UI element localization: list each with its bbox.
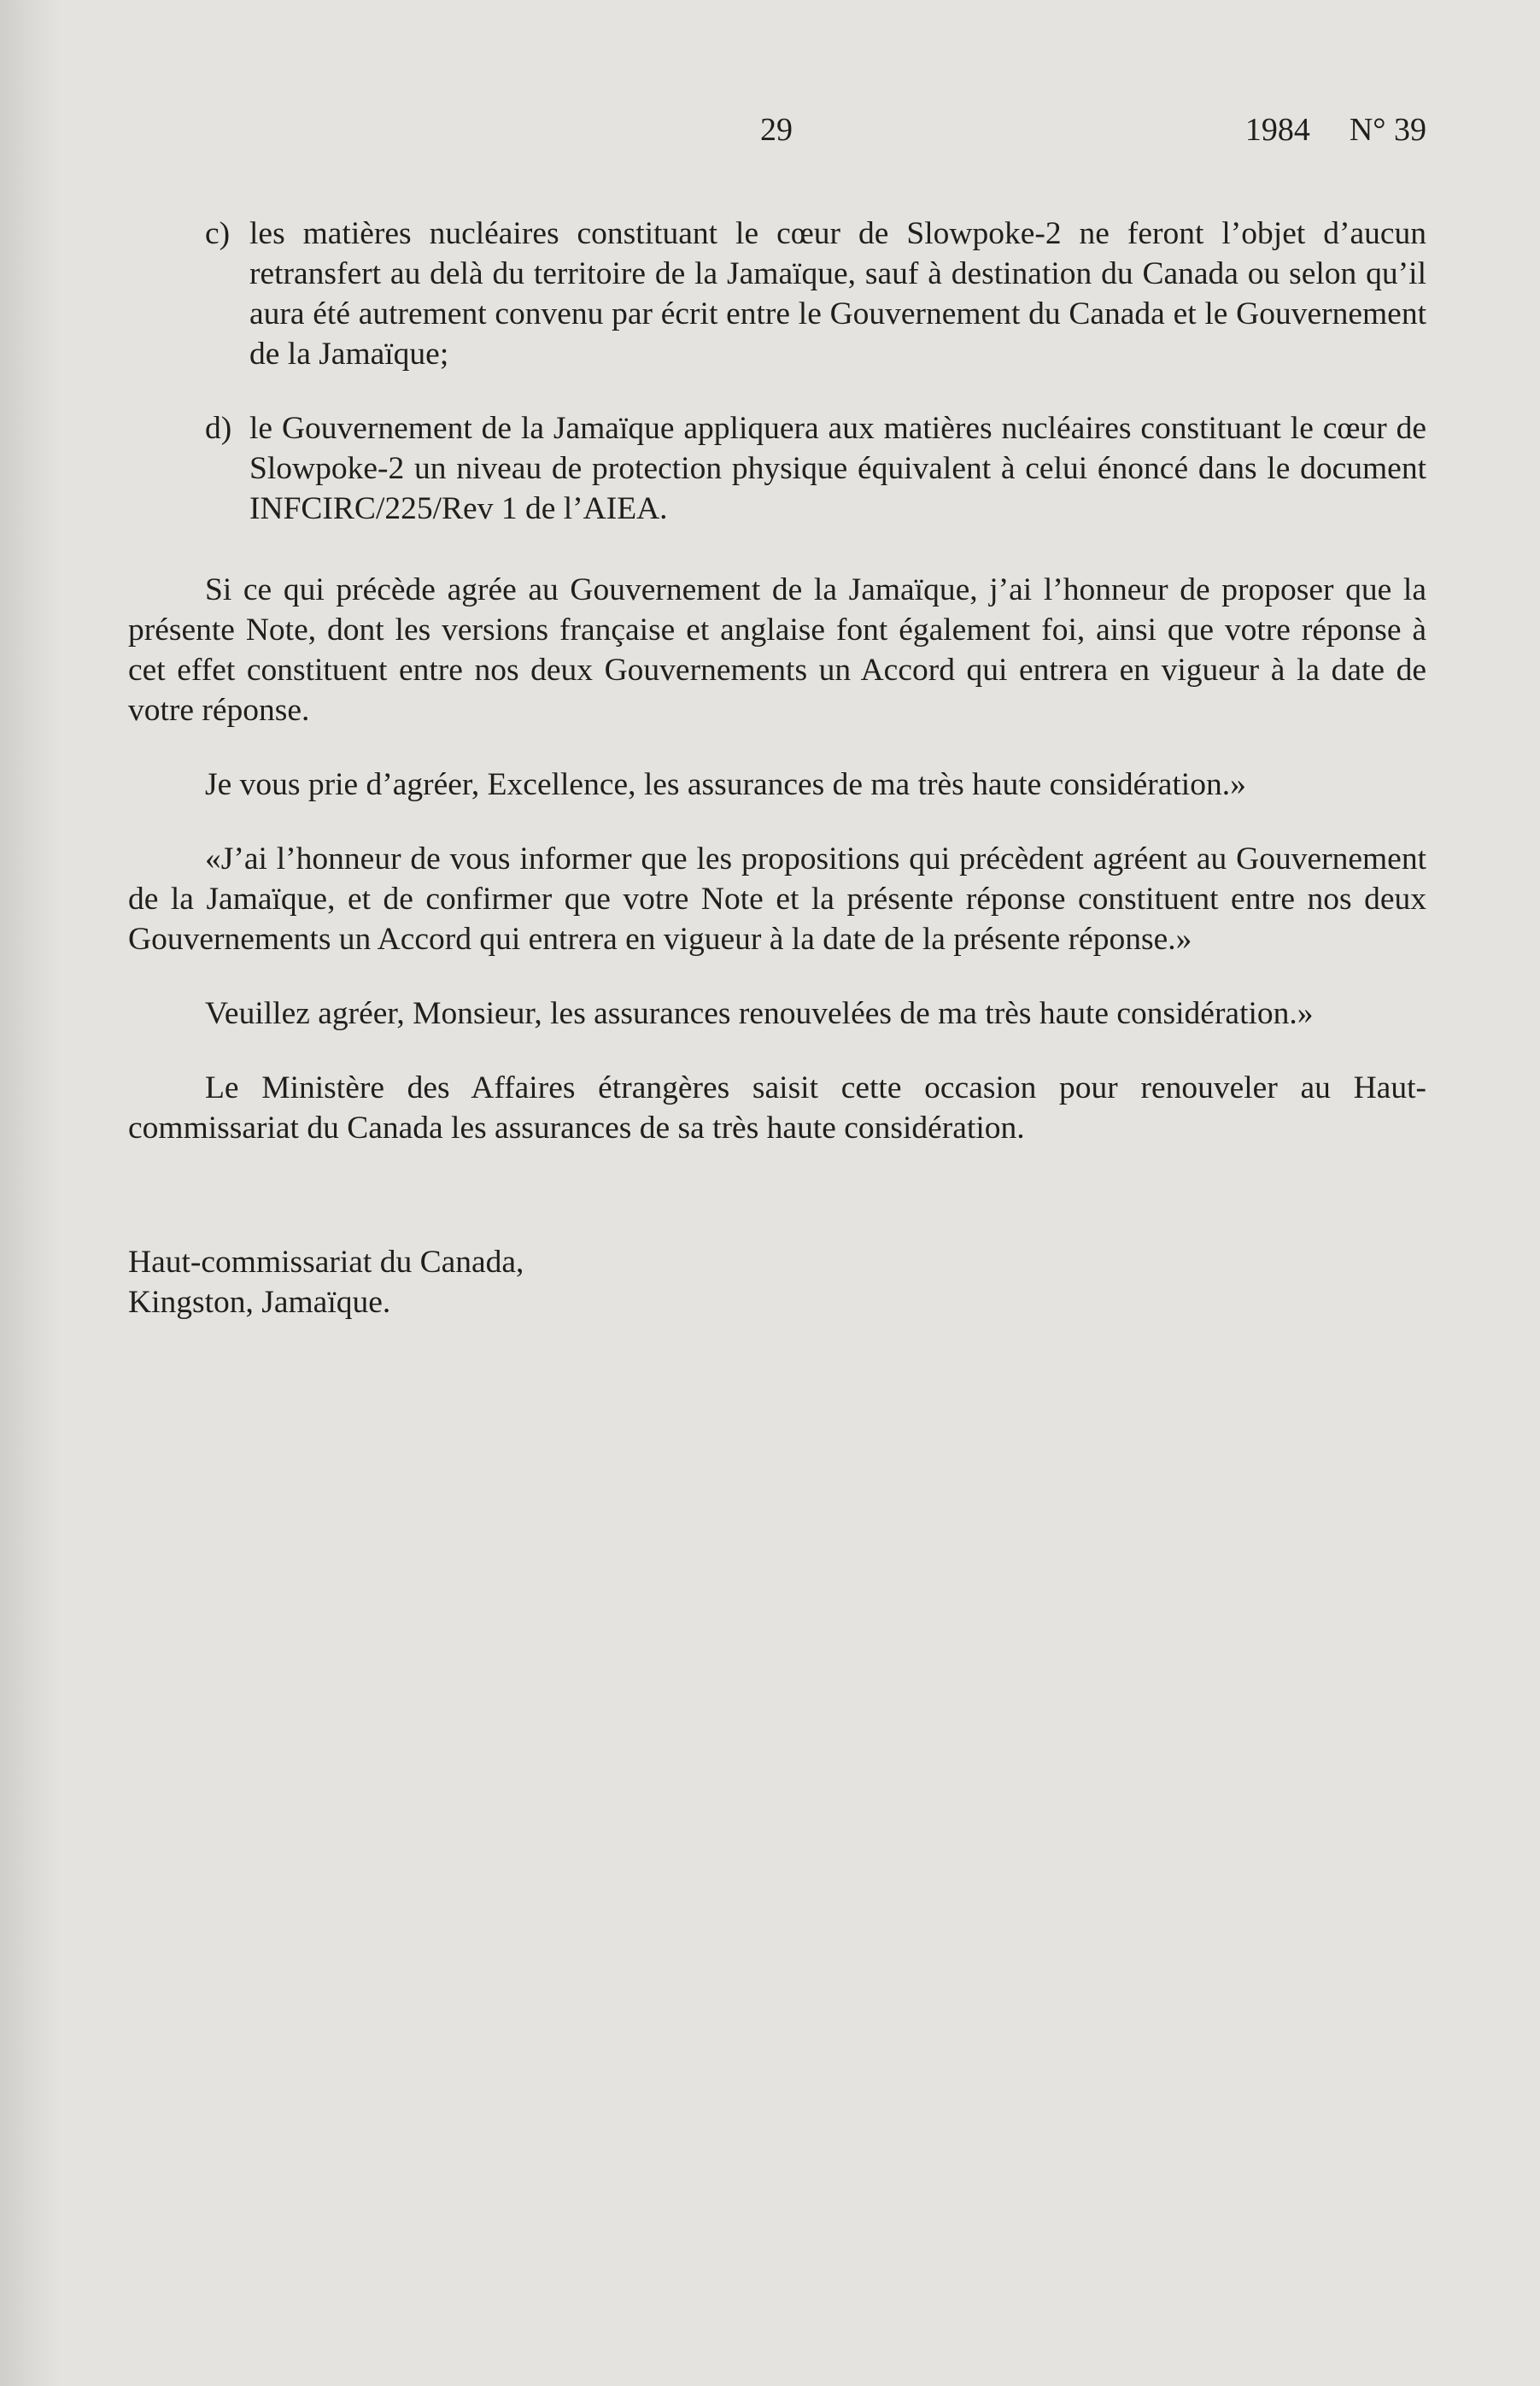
page-number: 29 — [760, 112, 793, 148]
address-block — [128, 1242, 1426, 1322]
paragraph-proposal: Si ce qui précède agrée au Gouvernement de la Jamaïque, j’ai l’honneur de proposer que la présente Note, dont les versions française et anglaise font également foi, ainsi que votre réponse à cet effet constituent entre nos deux Gouvernements un Accord qui entrera en vigueur à la date de votre réponse. — [128, 572, 1426, 728]
address-line-2: Kingston, Jamaïque. — [128, 1285, 391, 1320]
list-item-d — [128, 408, 1426, 529]
header-reference — [1245, 111, 1426, 149]
header-year: 1984 — [1244, 112, 1310, 148]
paragraph-reply: «J’ai l’honneur de vous informer que les propositions qui précèdent agréent au Gouvernement de la Jamaïque, et de confirmer que votre Note et la présente réponse constituent entre nos deux Gouvernements un Accord qui entrera en vigueur à la date de la présente réponse.» — [128, 841, 1426, 957]
list-marker: d) — [205, 411, 232, 446]
document-body — [128, 214, 1426, 1322]
paragraph-closing-2: Veuillez agréer, Monsieur, les assurances renouvelées de ma très haute considération.» — [205, 996, 1314, 1031]
page-header — [128, 111, 1426, 162]
list-marker: c) — [205, 216, 231, 251]
list-item-c — [128, 214, 1426, 374]
header-document-number: N° 39 — [1349, 112, 1426, 148]
paragraph-ministry: Le Ministère des Affaires étrangères saisit cette occasion pour renouveler au Haut-commissariat du Canada les assurances de sa très haute considération. — [128, 1070, 1426, 1146]
list-item-text: le Gouvernement de la Jamaïque appliquera aux matières nucléaires constituant le cœur de Slowpoke-2 un niveau de protection physique équivalent à celui énoncé dans le document INFCIRC/225/Rev 1 de l’AIEA. — [249, 411, 1426, 526]
paragraph-closing-1: Je vous prie d’agréer, Excellence, les assurances de ma très haute considération.» — [205, 767, 1246, 802]
page-edge-shadow — [0, 0, 60, 2386]
list-item-text: les matières nucléaires constituant le cœur de Slowpoke-2 ne feront l’objet d’aucun retransfert au delà du territoire de la Jamaïque, sauf à destination du Canada ou selon qu’il aura été autrement convenu par écrit entre le Gouvernement du Canada et le Gouvernement de la Jamaïque; — [249, 216, 1426, 372]
address-line-1: Haut-commissariat du Canada, — [128, 1245, 524, 1280]
